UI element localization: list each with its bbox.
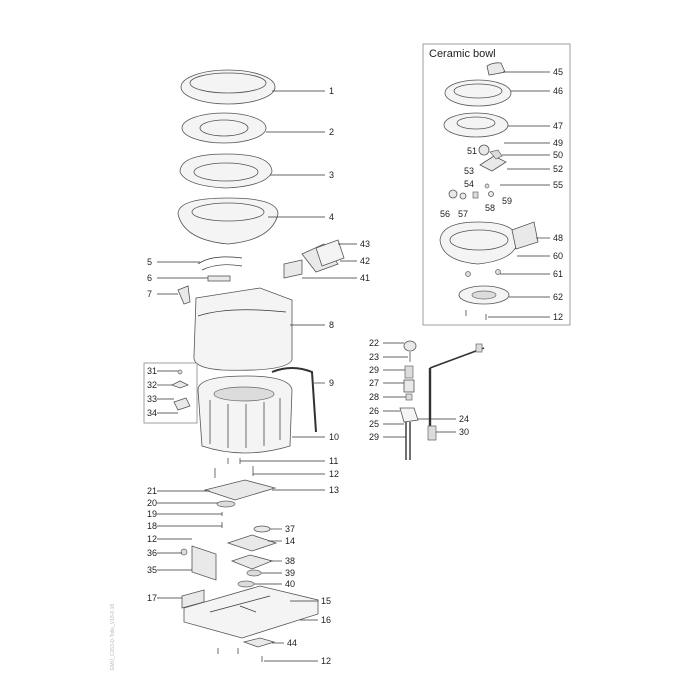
label-53: 53 xyxy=(464,166,475,176)
label-55: 55 xyxy=(553,180,564,190)
part-5-spring xyxy=(198,257,242,270)
label-8: 8 xyxy=(329,320,335,330)
label-19: 19 xyxy=(147,509,158,519)
label-10: 10 xyxy=(329,432,340,442)
label-23: 23 xyxy=(369,352,380,362)
label-15: 15 xyxy=(321,596,332,606)
part-13-valve-plate xyxy=(205,480,275,500)
label-12-inset: 12 xyxy=(553,312,564,322)
part-12-screws-bottom xyxy=(218,648,262,662)
part-38-valve-plate xyxy=(232,555,272,569)
part-35-36-lever xyxy=(181,546,216,580)
part-12-screws-inset xyxy=(466,310,486,320)
part-20-seal-ring xyxy=(217,501,235,507)
part-37-seal xyxy=(254,526,270,532)
label-61: 61 xyxy=(553,269,564,279)
part-14-slide-plate xyxy=(228,535,276,551)
label-20: 20 xyxy=(147,498,158,508)
part-12-screws-top xyxy=(215,466,253,478)
label-48: 48 xyxy=(553,233,564,243)
inset-title: Ceramic bowl xyxy=(429,48,496,60)
part-8-housing-upper xyxy=(194,288,292,370)
label-59: 59 xyxy=(502,196,513,206)
part-6-pin xyxy=(208,276,230,281)
label-60: 60 xyxy=(553,251,564,261)
part-41-43-panel xyxy=(284,240,344,278)
flush-valve-assembly xyxy=(400,341,484,460)
label-2: 2 xyxy=(329,127,335,137)
part-47-ceramic-seat xyxy=(444,113,508,137)
label-22: 22 xyxy=(369,338,380,348)
part-3-bowl-liner xyxy=(180,154,272,188)
part-39-40-seal-rings xyxy=(238,570,261,587)
label-14: 14 xyxy=(285,536,296,546)
label-12-bottom: 12 xyxy=(321,656,332,666)
part-7-wedge xyxy=(178,286,190,304)
label-58: 58 xyxy=(485,203,496,213)
label-16: 16 xyxy=(321,615,332,625)
label-43: 43 xyxy=(360,239,371,249)
label-57: 57 xyxy=(458,209,469,219)
label-54: 54 xyxy=(464,179,475,189)
label-13: 13 xyxy=(329,485,340,495)
label-24: 24 xyxy=(459,414,470,424)
label-32: 32 xyxy=(147,380,158,390)
label-17: 17 xyxy=(147,593,158,603)
label-39: 39 xyxy=(285,568,296,578)
label-44: 44 xyxy=(287,638,298,648)
label-11: 11 xyxy=(329,456,339,466)
label-62: 62 xyxy=(553,292,564,302)
label-4: 4 xyxy=(329,212,335,222)
label-12-mid: 12 xyxy=(147,534,158,544)
part-2-seat xyxy=(182,113,266,143)
label-41: 41 xyxy=(360,273,371,283)
part-62-flange-plate xyxy=(459,286,509,304)
label-34: 34 xyxy=(147,408,158,418)
side-reference-text: EMU_C263-D-Tolle_V18-0.18 xyxy=(110,603,116,670)
label-27: 27 xyxy=(369,378,380,388)
label-38: 38 xyxy=(285,556,296,566)
label-26: 26 xyxy=(369,406,380,416)
label-30: 30 xyxy=(459,427,470,437)
label-35: 35 xyxy=(147,565,158,575)
label-40: 40 xyxy=(285,579,296,589)
label-28: 28 xyxy=(369,392,380,402)
label-29-bottom: 29 xyxy=(369,432,380,442)
part-1-lid xyxy=(181,70,275,104)
part-4-bowl xyxy=(178,198,278,244)
label-25: 25 xyxy=(369,419,380,429)
label-21: 21 xyxy=(147,486,158,496)
label-49: 49 xyxy=(553,138,564,148)
label-36: 36 xyxy=(147,548,158,558)
label-51: 51 xyxy=(467,146,478,156)
label-29-top: 29 xyxy=(369,365,380,375)
label-45: 45 xyxy=(553,67,564,77)
part-51-screw xyxy=(479,145,489,155)
label-33: 33 xyxy=(147,394,158,404)
part-11-fasteners xyxy=(228,458,240,464)
label-9: 9 xyxy=(329,378,335,388)
label-56: 56 xyxy=(440,209,451,219)
label-31: 31 xyxy=(147,366,158,376)
part-44-plate xyxy=(244,638,274,647)
label-6: 6 xyxy=(147,273,153,283)
part-10-base-housing xyxy=(198,376,292,453)
part-45-cover-cap xyxy=(487,63,505,75)
label-50: 50 xyxy=(553,150,564,160)
part-46-ceramic-lid xyxy=(445,80,511,106)
label-47: 47 xyxy=(553,121,564,131)
label-37: 37 xyxy=(285,524,296,534)
part-61-seal xyxy=(466,270,501,277)
part-60-ceramic-bowl xyxy=(440,222,518,264)
label-12-top: 12 xyxy=(329,469,340,479)
part-48-bracket-plate xyxy=(512,222,538,249)
label-42: 42 xyxy=(360,256,371,266)
inset-leader-lines xyxy=(488,72,550,317)
parts-31-34-small-hardware xyxy=(172,370,190,410)
label-5: 5 xyxy=(147,257,153,267)
label-46: 46 xyxy=(553,86,564,96)
label-52: 52 xyxy=(553,164,564,174)
label-7: 7 xyxy=(147,289,153,299)
label-18: 18 xyxy=(147,521,158,531)
label-1: 1 xyxy=(329,86,335,96)
label-3: 3 xyxy=(329,170,335,180)
